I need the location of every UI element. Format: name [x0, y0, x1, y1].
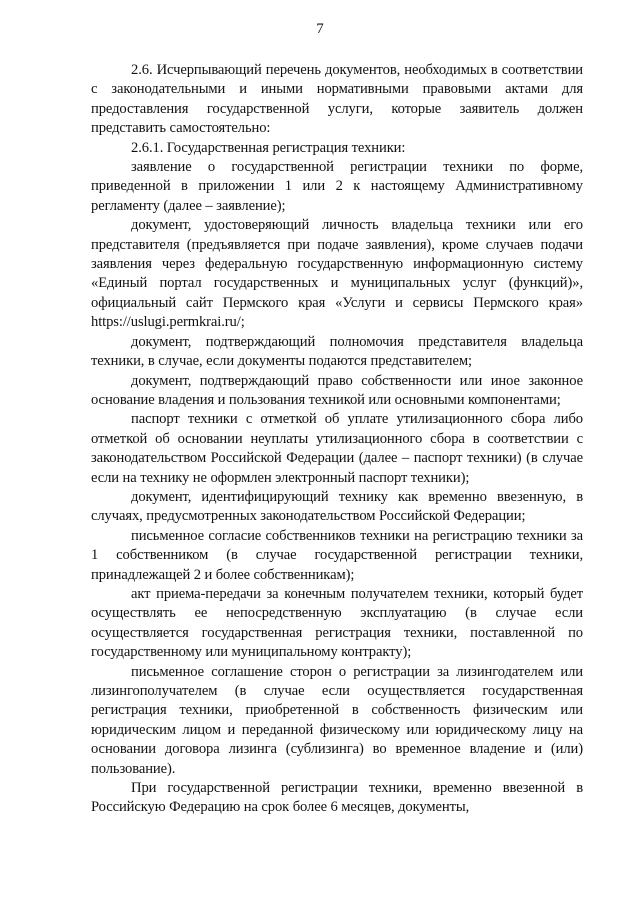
- list-item-owners-consent: письменное согласие собственников техники на регистрацию техники за 1 собственником (в случае государственной регистрации техники, принадлежащей 2 и более собственникам);: [91, 527, 583, 583]
- list-item-application: заявление о государственной регистрации техники по форме, приведенной в приложении 1 или 2 к настоящему Административному регламенту (далее – заявление);: [91, 159, 583, 214]
- list-item-identity-document: документ, удостоверяющий личность владельца техники или его представителя (предъявляется при подаче заявления), кроме случаев подачи заявления через федеральную государственную информационную систему «Единый портал государственных и муниципальных услуг (функций)», официальный сайт Пермского края «Услуги и сервисы Пермского края» https://uslugi.permkrai.ru/;: [91, 217, 583, 331]
- list-item-representative-authority: документ, подтверждающий полномочия представителя владельца техники, в случае, если документы подаются представителем;: [91, 333, 583, 370]
- document-body: [91, 61, 583, 818]
- list-item-temporary-import-document: документ, идентифицирующий технику как временно ввезенную, в случаях, предусмотренных законодательством Российской Федерации;: [91, 488, 583, 525]
- paragraph-2-6-1-heading: 2.6.1. Государственная регистрация техники:: [131, 139, 406, 156]
- list-item-transfer-act: акт приема-передачи за конечным получателем техники, который будет осуществлять ее непосредственную эксплуатацию (в случае если осуществляется государственная регистрация техники, поставленной по государственному или муниципальному контракту);: [91, 585, 583, 661]
- page-number: 7: [316, 21, 324, 37]
- list-item-ownership-document: документ, подтверждающий право собственности или иное законное основание владения и пользования техникой или основными компонентами;: [91, 372, 583, 408]
- paragraph-temporary-import: При государственной регистрации техники, временно ввезенной в Российскую Федерацию на срок более 6 месяцев, документы,: [91, 780, 583, 816]
- list-item-leasing-agreement: письменное соглашение сторон о регистрации за лизингодателем или лизингополучателем (в случае если осуществляется государственная регистрация техники, приобретенной в собственность физическим или юридическим лицом и переданной физическому или юридическому лицу на основании договора лизинга (сублизинга) во временное владение и (или) пользование).: [91, 663, 583, 777]
- list-item-vehicle-passport: паспорт техники с отметкой об уплате утилизационного сбора либо отметкой об основании неуплаты утилизационного сбора в соответствии с законодательством Российской Федерации (далее – паспорт техники) (в случае если на технику не оформлен электронный паспорт техники);: [91, 411, 583, 486]
- paragraph-2-6: 2.6. Исчерпывающий перечень документов, необходимых в соответствии с законодательными и иными нормативными правовыми актами для предоставления государственной услуги, которые заявитель должен представить самостоятельно:: [91, 62, 583, 137]
